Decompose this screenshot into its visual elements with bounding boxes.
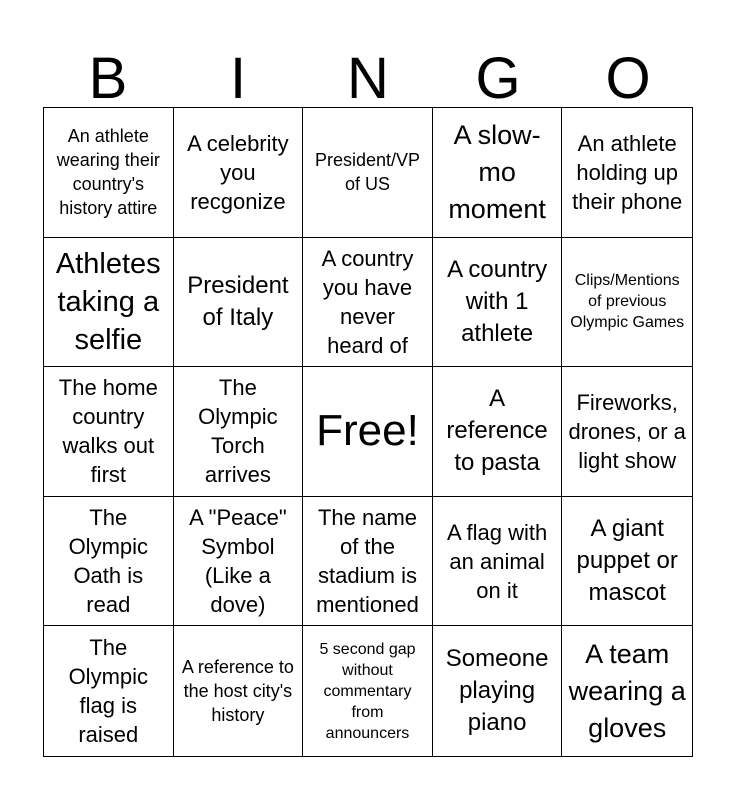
header-letter-i: I xyxy=(229,46,247,111)
bingo-cell[interactable] xyxy=(44,238,174,368)
bingo-cell[interactable] xyxy=(174,367,304,497)
cell-text: An athlete wearing their country's history attire xyxy=(56,126,160,219)
cell-text: Athletes taking a selfie xyxy=(55,247,161,356)
bingo-cell[interactable] xyxy=(303,497,433,627)
header-letter-b: B xyxy=(88,46,128,111)
bingo-cell[interactable] xyxy=(303,238,433,368)
bingo-card xyxy=(43,107,693,757)
cell-text: Fireworks, drones, or a light show xyxy=(568,389,686,473)
cell-text: A reference to pasta xyxy=(446,385,548,477)
bingo-cell[interactable] xyxy=(44,367,174,497)
cell-text: The name of the stadium is mentioned xyxy=(316,505,419,618)
bingo-cell[interactable] xyxy=(174,497,304,627)
cell-text: The Olympic Torch arrives xyxy=(198,375,278,488)
bingo-cell[interactable] xyxy=(562,108,692,238)
bingo-cell[interactable] xyxy=(433,108,563,238)
bingo-cell[interactable] xyxy=(44,497,174,627)
cell-text: 5 second gap without commentary from announcers xyxy=(319,640,416,742)
cell-text: Someone playing piano xyxy=(445,645,549,737)
header-letter-o: O xyxy=(605,46,651,111)
cell-text: A flag with an animal on it xyxy=(446,519,548,603)
cell-text: The Olympic Oath is read xyxy=(68,505,149,618)
bingo-cell[interactable] xyxy=(174,238,304,368)
bingo-cell[interactable] xyxy=(44,626,174,756)
header-letter-n: N xyxy=(347,46,389,111)
cell-text: A team wearing a gloves xyxy=(568,638,686,743)
bingo-cell[interactable] xyxy=(562,367,692,497)
bingo-cell[interactable] xyxy=(44,108,174,238)
free-space-cell[interactable] xyxy=(303,367,433,497)
cell-text: A country you have never heard of xyxy=(321,245,414,358)
bingo-cell[interactable] xyxy=(562,626,692,756)
bingo-header xyxy=(43,42,693,111)
bingo-cell[interactable] xyxy=(303,108,433,238)
cell-text: A celebrity you recgonize xyxy=(187,130,289,214)
bingo-cell[interactable] xyxy=(174,108,304,238)
cell-text: A "Peace" Symbol (Like a dove) xyxy=(189,505,287,618)
bingo-cell[interactable] xyxy=(562,238,692,368)
cell-text: Clips/Mentions of previous Olympic Games xyxy=(570,272,685,332)
cell-text: President of Italy xyxy=(187,271,289,331)
cell-text: President/VP of US xyxy=(314,150,421,195)
cell-text: A giant puppet or mascot xyxy=(576,515,678,607)
cell-text: A slow-mo moment xyxy=(448,119,546,224)
bingo-cell[interactable] xyxy=(433,497,563,627)
bingo-cell[interactable] xyxy=(433,626,563,756)
bingo-cell[interactable] xyxy=(303,626,433,756)
free-space-text: Free! xyxy=(316,406,419,456)
cell-text: A reference to the host city's history xyxy=(181,657,294,726)
bingo-cell[interactable] xyxy=(433,238,563,368)
header-letter-g: G xyxy=(475,46,521,111)
cell-text: The home country walks out first xyxy=(58,375,158,488)
cell-text: The Olympic flag is raised xyxy=(68,635,149,748)
bingo-cell[interactable] xyxy=(562,497,692,627)
cell-text: A country with 1 athlete xyxy=(447,255,548,347)
bingo-cell[interactable] xyxy=(174,626,304,756)
bingo-cell[interactable] xyxy=(433,367,563,497)
cell-text: An athlete holding up their phone xyxy=(572,130,683,214)
